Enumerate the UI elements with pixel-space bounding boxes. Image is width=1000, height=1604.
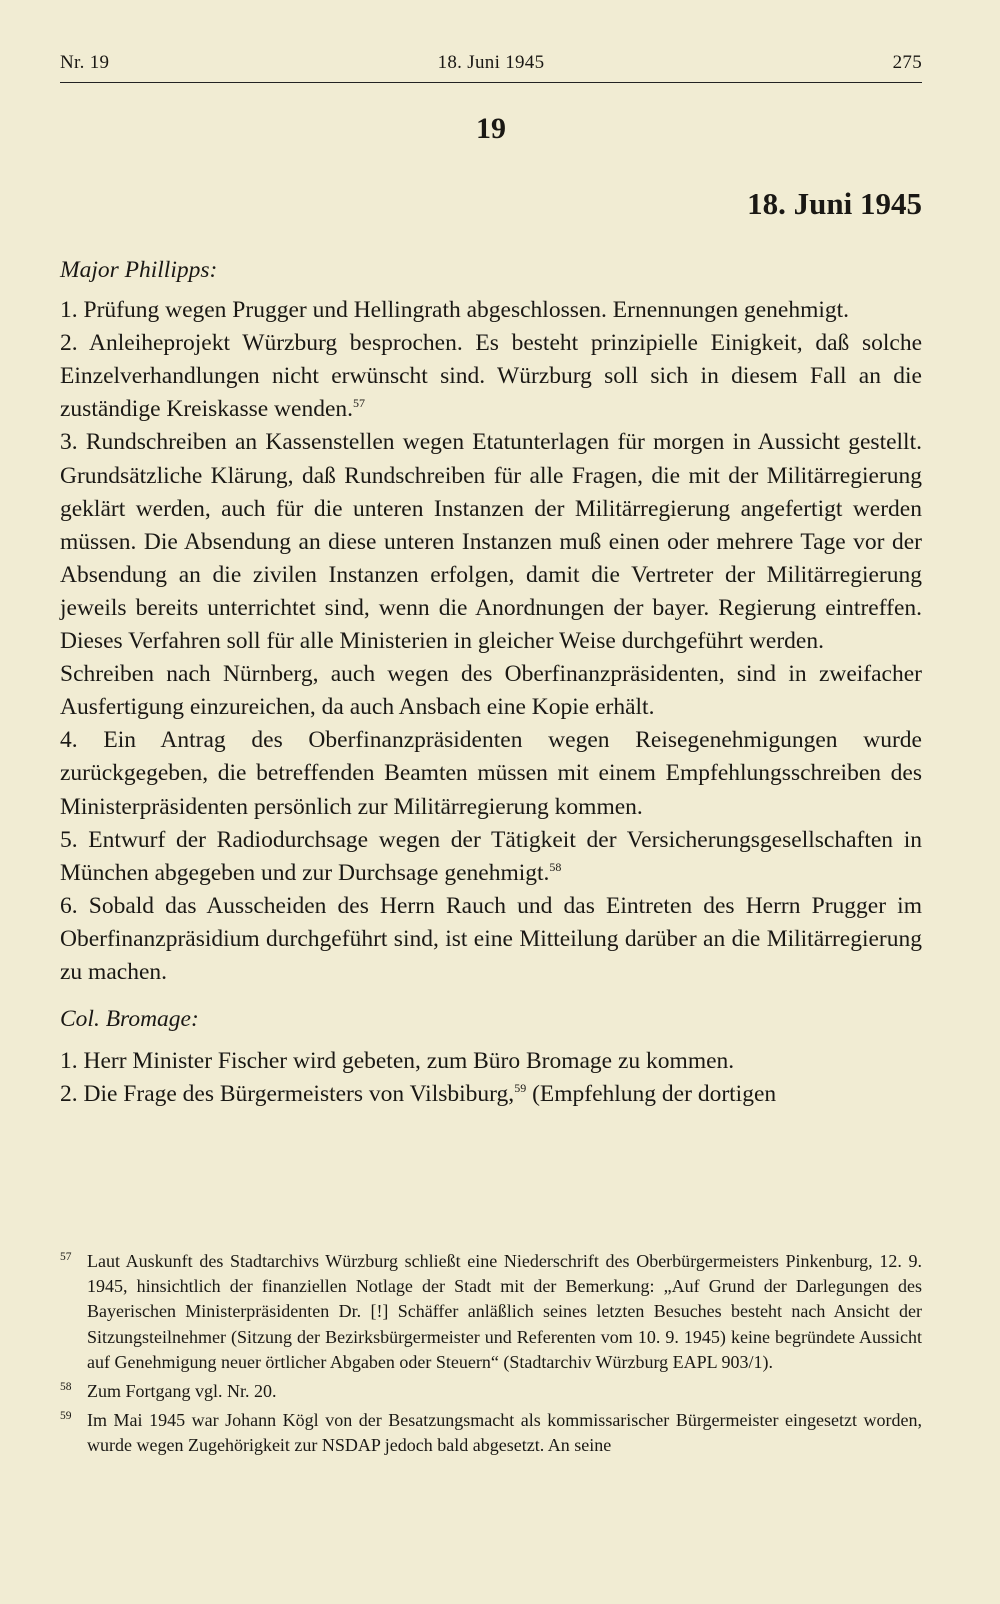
header-rule <box>60 82 922 83</box>
paragraph: 2. Anleiheprojekt Würzburg besprochen. Es besteht prinzipielle Einigkeit, daß solche Einzelverhandlungen nicht erwünscht sind. Würzburg soll sich in diesem Fall an die zuständige Kreiskasse wenden.$^{57}$ <box>60 330 922 423</box>
paragraph: 1. Herr Minister Fischer wird gebeten, zum Büro Bromage zu kommen. <box>60 1048 735 1075</box>
paragraph: 6. Sobald das Ausscheiden des Herrn Rauch und das Eintreten des Herrn Prugger im Oberfinanzpräsidium durchgeführt sind, ist eine Mitteilung darüber an die Militärregierung zu machen. <box>60 892 922 985</box>
footnote-number: 59 <box>60 1410 72 1423</box>
paragraph: 4. Ein Antrag des Oberfinanzpräsidenten wegen Reisegenehmigungen wurde zurückgegeben, die betreffenden Beamten müssen mit einem Empfehlungsschreiben des Ministerpräsidenten persönlich zur Militärregierung kommen. <box>60 727 922 820</box>
speaker-heading: Major Phillipps: <box>60 257 218 283</box>
footnote: 59 Im Mai 1945 war Johann Kögl von der Besatzungsmacht als kommissarischer Bürgermeister eingesetzt worden, wurde wegen Zugehörigkeit zur NSDAP jedoch bald abgesetzt. An seine <box>60 1408 922 1458</box>
footnotes <box>60 1249 922 1463</box>
footnote: 58 Zum Fortgang vgl. Nr. 20. <box>60 1379 922 1404</box>
footnote-ref: 57 <box>353 396 366 411</box>
paragraph: Schreiben nach Nürnberg, auch wegen des Oberfinanzpräsidenten, sind in zweifacher Ausfertigung einzureichen, da auch Ansbach eine Kopie erhält. <box>60 661 922 721</box>
footnote-number: 57 <box>60 1251 72 1263</box>
footnote-ref: 59 <box>514 1081 527 1096</box>
header-doc-number: Nr. 19 <box>60 52 110 73</box>
paragraph: 5. Entwurf der Radiodurchsage wegen der Tätigkeit der Versicherungsgesellschaften in München abgegeben und zur Durchsage genehmigt.$^{58}$ <box>60 826 922 886</box>
document-date: 18. Juni 1945 <box>747 186 922 221</box>
paragraph: 2. Die Frage des Bürgermeisters von Vilsbiburg,$^{59}$ (Empfehlung der dortigen <box>60 1081 777 1108</box>
header-date: 18. Juni 1945 <box>437 52 545 73</box>
paragraph: 3. Rundschreiben an Kassenstellen wegen Etatunterlagen für morgen in Aussicht gestellt. Grundsätzliche Klärung, daß Rundschreiben für alle Fragen, die mit der Militärregierung geklärt werden, auch für die unteren Instanzen der Militärregierung angefertigt werden müssen. Die Absendung an diese unteren Instanzen muß einen oder mehrere Tage vor der Absendung an die zivilen Instanzen erfolgen, damit die Vertreter der Militärregierung jeweils bereits unterrichtet sind, wenn die Anordnungen der bayer. Regierung eintreffen. Dieses Verfahren soll für alle Ministerien in gleicher Weise durchgeführt werden. <box>60 429 922 655</box>
book-page <box>60 0 922 1604</box>
main-text <box>60 254 922 1111</box>
running-header <box>60 50 922 82</box>
document-number: 19 <box>476 112 506 145</box>
page-number: 275 <box>892 52 922 73</box>
footnote: 57 Laut Auskunft des Stadtarchivs Würzburg schließt eine Niederschrift des Oberbürgermeisters Pinkenburg, 12. 9. 1945, hinsichtlich der finanziellen Notlage der Stadt mit der Bemerkung: „Auf Grund der Darlegungen des Bayerischen Ministerpräsidenten Dr. [!] Schäffer anläßlich seines letzten Besuches besteht nach Ansicht der Sitzungsteilnehmer (Sitzung der Bezirksbürgermeister und Referenten vom 10. 9. 1945) keine begründete Aussicht auf Genehmigung neuer örtlicher Abgaben oder Steuern“ (Stadtarchiv Würzburg EAPL 903/1). <box>60 1249 922 1375</box>
footnote-ref: 58 <box>549 859 562 874</box>
paragraph: 1. Prüfung wegen Prugger und Hellingrath abgeschlossen. Ernennungen genehmigt. <box>60 297 850 324</box>
speaker-heading: Col. Bromage: <box>60 1006 199 1033</box>
footnote-number: 58 <box>60 1381 72 1394</box>
